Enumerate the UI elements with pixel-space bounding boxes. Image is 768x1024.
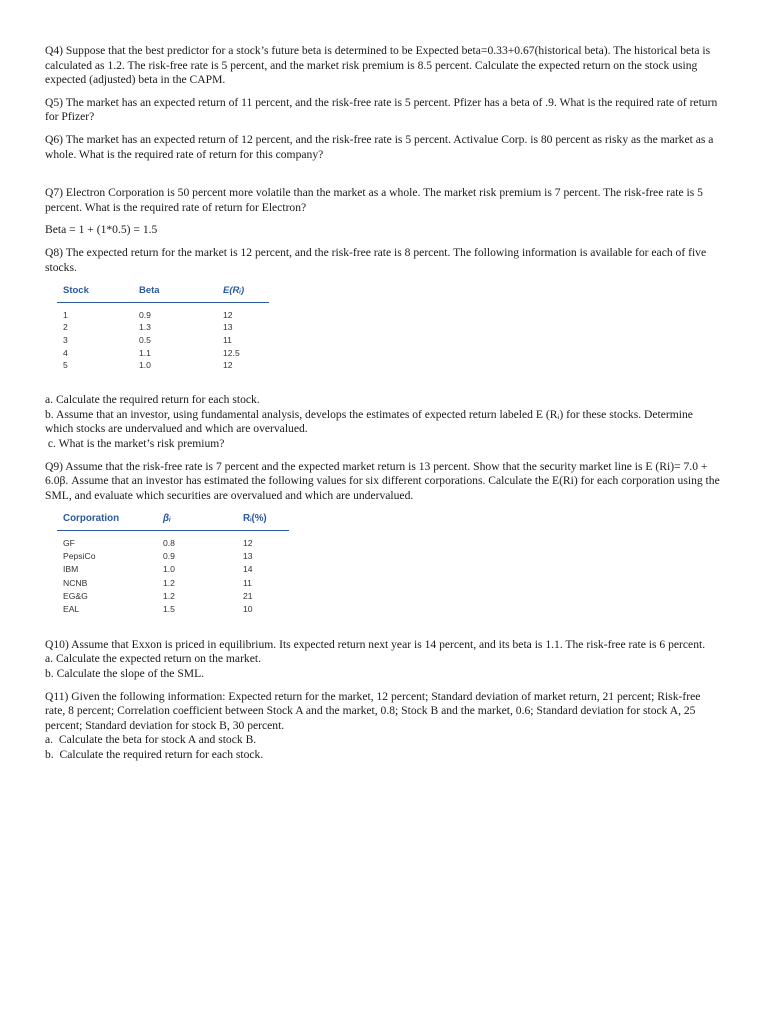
table-header: βᵢ [163,513,171,525]
table-row [57,347,269,360]
table-cell: 1.0 [163,564,175,575]
table-cell: 0.9 [163,551,175,562]
table-cell: NCNB [63,577,88,588]
table-cell: 2 [63,322,68,333]
table-cell: 13 [223,322,233,333]
q8-part-b: b. Assume that an investor, using fundamental analysis, develops the estimates of expected return labeled E (Rᵢ) for these stocks. Determine which stocks are undervalued and which are overvalued. [45,407,693,436]
question-q8: Q8) The expected return for the market is 12 percent, and the risk-free rate is 8 percent. The following information is available for each of five stocks. [45,245,707,274]
table-row [57,563,289,576]
table-cell: 1.3 [139,322,151,333]
q8-table-wrapper [45,275,269,381]
q8-table [57,281,269,375]
question-q11: Q11) Given the following information: Expected return for the market, 12 percent; Standard deviation of market return, 21 percent; Risk-free rate, 8 percent; Correlation coefficient between Stock A and the market, 0.8; Stock B and the market, 0.6; Standard deviation for stock A, 25 percent; Standard deviation for stock B, 30 percent. [45,689,701,732]
table-cell: 21 [243,590,253,601]
q11-part-b: b. Calculate the required return for each stock. [45,748,264,761]
table-cell: 1.1 [139,347,151,358]
table-cell: EG&G [63,590,88,601]
table-cell: 5 [63,360,68,371]
table-row [57,590,289,603]
table-cell: 12 [223,360,233,371]
q8-part-c: c. What is the market’s risk premium? [45,437,225,451]
table-cell: EAL [63,604,80,615]
table-cell: 1 [63,309,68,320]
table-row [57,302,269,321]
table-row [57,550,289,563]
table-cell: 12.5 [223,347,240,358]
table-cell: 14 [243,564,253,575]
table-row [57,334,269,347]
table-row [57,359,269,375]
question-q7: Q7) Electron Corporation is 50 percent more volatile than the market as a whole. The market risk premium is 7 percent. The risk-free rate is 5 percent. What is the required rate of return for Electron? [45,186,703,214]
table-row [57,577,289,590]
question-q6: Q6) The market has an expected return of 12 percent, and the risk-free rate is 5 percent. Activalue Corp. is 80 percent as risky as the market as a whole. What is the required rate of return for this company? [45,132,714,161]
table-header: Corporation [63,513,120,525]
table-cell: PepsiCo [63,551,96,562]
q11-part-a: a. Calculate the beta for stock A and stock B. [45,733,257,747]
table-row [57,603,289,619]
table-cell: 10 [243,604,253,615]
table-cell: 0.5 [139,334,151,345]
q10-part-b: b. Calculate the slope of the SML. [45,667,205,681]
table-cell: 1.2 [163,577,175,588]
table-row [57,531,289,551]
table-cell: 1.2 [163,590,175,601]
table-cell: 11 [223,334,232,345]
q9-table [57,509,289,619]
q9-table-wrapper [45,503,289,625]
q7-answer: Beta = 1 + (1*0.5) = 1.5 [45,223,158,237]
table-cell: 0.8 [163,538,175,549]
table-cell: 1.0 [139,360,151,371]
document-page [45,44,720,763]
table-header: Stock [63,285,89,297]
table-cell: 11 [243,577,252,588]
table-cell: 12 [243,538,253,549]
table-header: Rᵢ(%) [243,513,267,525]
table-header: E(Rᵢ) [223,285,245,297]
table-cell: 4 [63,347,68,358]
table-row [57,321,269,334]
question-q10: Q10) Assume that Exxon is priced in equilibrium. Its expected return next year is 14 percent, and its beta is 1.1. The risk-free rate is 6 percent. [45,637,706,651]
question-q4: Q4) Suppose that the best predictor for a stock’s future beta is determined to be Expected beta=0.33+0.67(historical beta). The historical beta is calculated as 1.2. The risk-free rate is 5 percent, and the market risk premium is 8.5 percent. Calculate the expected return on the stock using expected (adjusted) beta in the CAPM. [45,44,711,87]
table-cell: 3 [63,334,68,345]
table-cell: 12 [223,309,233,320]
table-cell: 13 [243,551,253,562]
q8-part-a: a. Calculate the required return for each stock. [45,393,260,407]
table-cell: IBM [63,564,79,575]
table-cell: 1.5 [163,604,175,615]
q10-part-a: a. Calculate the expected return on the market. [45,652,261,666]
table-header: Beta [139,285,160,297]
question-q5: Q5) The market has an expected return of 11 percent, and the risk-free rate is 5 percent. Pfizer has a beta of .9. What is the required rate of return for Pfizer? [45,95,718,124]
question-q9: Q9) Assume that the risk-free rate is 7 percent and the expected market return is 13 percent. Show that the security market line is E (Ri)= 7.0 + 6.0β. Assume that an investor has estimated the following values for six different corporations. Calculate the E(Ri) for each corporation using the SML, and evaluate which securities are overvalued and which are undervalued. [45,459,720,502]
table-cell: GF [63,538,75,549]
table-cell: 0.9 [139,309,151,320]
